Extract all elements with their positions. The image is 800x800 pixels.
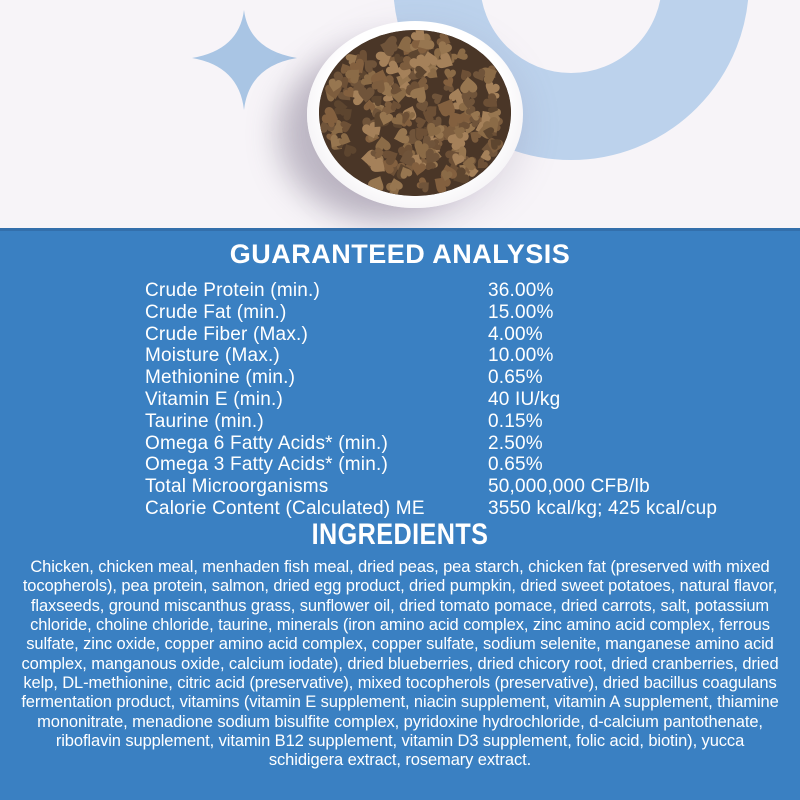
- analysis-label: Total Microorganisms: [145, 476, 329, 498]
- analysis-label: Omega 6 Fatty Acids* (min.): [145, 432, 388, 454]
- analysis-value: 50,000,000 CFB/lb: [488, 476, 650, 498]
- analysis-value: 0.65%: [488, 454, 543, 476]
- kibble-food: [319, 30, 511, 196]
- analysis-label: Calorie Content (Calculated) ME: [145, 497, 425, 519]
- analysis-value: 36.00%: [488, 280, 554, 301]
- sparkle-icon: [192, 10, 297, 110]
- analysis-value: 10.00%: [488, 345, 554, 367]
- analysis-row: [145, 324, 765, 346]
- analysis-label: Crude Protein (min.): [145, 280, 321, 301]
- analysis-row: [145, 411, 765, 433]
- analysis-row: [145, 389, 765, 411]
- analysis-row: [145, 498, 765, 520]
- analysis-row: [145, 280, 765, 302]
- guaranteed-analysis-title: GUARANTEED ANALYSIS: [229, 239, 571, 269]
- info-panel: [0, 228, 800, 800]
- analysis-row: [145, 454, 765, 476]
- analysis-value: 2.50%: [488, 432, 543, 454]
- hero-section: [0, 0, 800, 228]
- analysis-table: [145, 280, 765, 520]
- analysis-value: 0.15%: [488, 410, 543, 432]
- analysis-label: Vitamin E (min.): [145, 388, 283, 410]
- analysis-label: Methionine (min.): [145, 367, 296, 389]
- ingredients-text: Chicken, chicken meal, menhaden fish meal, dried peas, pea starch, chicken fat (preserved with mixed tocopherols), pea protein, salmon, dried egg product, dried pumpkin, dried sweet potatoes, natural flavor, flaxseeds, ground miscanthus grass, sunflower oil, dried tomato pomace, dried carrots, salt, potassium chloride, choline chloride, taurine, minerals (iron amino acid complex, zinc amino acid complex, ferrous sulfate, zinc oxide, copper amino acid complex, copper sulfate, sodium selenite, manganese amino acid complex, manganous oxide, calcium iodate), dried blueberries, dried chicory root, dried cranberries, dried kelp, DL-methionine, citric acid (preservative), mixed tocopherols (preservative), dried bacillus coagulans fermentation product, vitamins (vitamin E supplement, niacin supplement, vitamin A supplement, thiamine mononitrate, menadione sodium bisulfite complex, pyridoxine hydrochloride, d-calcium pantothenate, riboflavin supplement, vitamin B12 supplement, vitamin D3 supplement, folic acid, biotin), yucca schidigera extract, rosemary extract.: [21, 558, 779, 770]
- analysis-row: [145, 433, 765, 455]
- analysis-value: 3550 kcal/kg; 425 kcal/cup: [488, 497, 718, 519]
- analysis-value: 40 IU/kg: [488, 388, 561, 410]
- kibble-bowl-photo: [307, 21, 523, 208]
- ingredients-title: INGREDIENTS: [311, 518, 489, 551]
- analysis-row: [145, 367, 765, 389]
- analysis-row: [145, 476, 765, 498]
- analysis-label: Crude Fat (min.): [145, 301, 287, 323]
- analysis-value: 0.65%: [488, 367, 543, 389]
- analysis-label: Omega 3 Fatty Acids* (min.): [145, 454, 388, 476]
- analysis-label: Moisture (Max.): [145, 345, 280, 367]
- analysis-row: [145, 345, 765, 367]
- analysis-value: 15.00%: [488, 301, 554, 323]
- analysis-label: Taurine (min.): [145, 410, 264, 432]
- analysis-value: 4.00%: [488, 323, 543, 345]
- analysis-row: [145, 302, 765, 324]
- analysis-label: Crude Fiber (Max.): [145, 323, 309, 345]
